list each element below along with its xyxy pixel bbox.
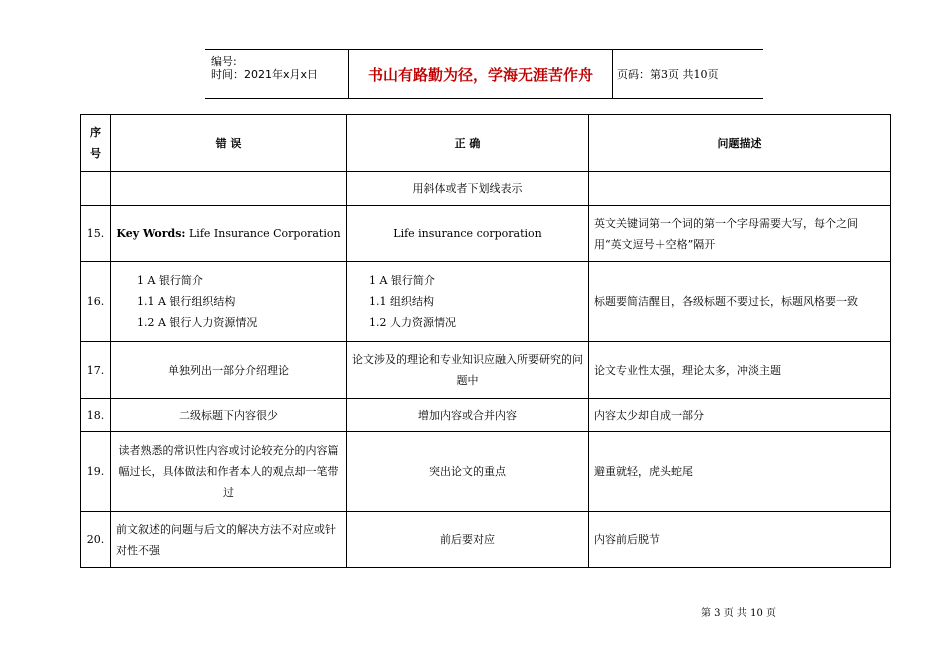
page-header [205,49,763,99]
seq-cell: 20. [81,512,111,568]
keywords-label: Key Words: [116,227,186,240]
right-cell: Life insurance corporation [347,206,589,262]
desc-cell: 避重就轻，虎头蛇尾 [589,432,891,512]
seq-cell: 19. [81,432,111,512]
number-label: 编号: [211,55,237,68]
right-line: 1 A 银行简介 [369,274,435,287]
right-line: 1.1 组织结构 [369,295,434,308]
table-row [81,399,891,432]
col-header-right: 正 确 [347,115,589,172]
right-cell: 增加内容或合并内容 [347,399,589,432]
wrong-line: 1.2 A 银行人力资源情况 [137,316,258,329]
wrong-cell: 单独列出一部分介绍理论 [111,342,347,399]
table-row [81,262,891,342]
desc-cell: 内容前后脱节 [589,512,891,568]
header-motto: 书山有路勤为径，学海无涯苦作舟 [349,50,613,98]
desc-cell: 英文关键词第一个词的第一个字母需要大写，每个之间用“英文逗号＋空格”隔开 [589,206,891,262]
desc-cell: 内容太少却自成一部分 [589,399,891,432]
wrong-cell [111,206,347,262]
header-page-info: 页码：第3页 共10页 [617,68,719,81]
desc-cell: 论文专业性太强，理论太多，冲淡主题 [589,342,891,399]
page-footer: 第 3 页 共 10 页 [701,608,776,619]
header-meta [205,50,349,98]
table-row-note [81,172,891,206]
table-row [81,206,891,262]
col-header-seq: 序号 [81,115,111,172]
seq-cell: 15. [81,206,111,262]
wrong-line: 1 A 银行简介 [137,274,203,287]
table-header-row [81,115,891,172]
wrong-cell: 前文叙述的问题与后文的解决方法不对应或针对性不强 [111,512,347,568]
wrong-line: 1.1 A 银行组织结构 [137,295,236,308]
col-header-wrong: 错 误 [111,115,347,172]
right-cell [347,262,589,342]
error-table [80,114,891,568]
seq-cell: 16. [81,262,111,342]
wrong-text: Life Insurance Corporation [185,227,341,240]
note-cell: 用斜体或者下划线表示 [347,172,589,206]
wrong-cell: 读者熟悉的常识性内容或讨论较充分的内容篇幅过长，具体做法和作者本人的观点却一笔带过 [111,432,347,512]
seq-cell: 17. [81,342,111,399]
desc-cell: 标题要简洁醒目，各级标题不要过长，标题风格要一致 [589,262,891,342]
right-cell: 论文涉及的理论和专业知识应融入所要研究的问题中 [347,342,589,399]
table-row [81,342,891,399]
wrong-cell [111,262,347,342]
right-line: 1.2 人力资源情况 [369,316,456,329]
wrong-cell: 二级标题下内容很少 [111,399,347,432]
seq-cell: 18. [81,399,111,432]
time-label: 时间：2021年x月x日 [211,68,319,81]
right-cell: 突出论文的重点 [347,432,589,512]
right-cell: 前后要对应 [347,512,589,568]
table-row [81,432,891,512]
table-row [81,512,891,568]
col-header-desc: 问题描述 [589,115,891,172]
